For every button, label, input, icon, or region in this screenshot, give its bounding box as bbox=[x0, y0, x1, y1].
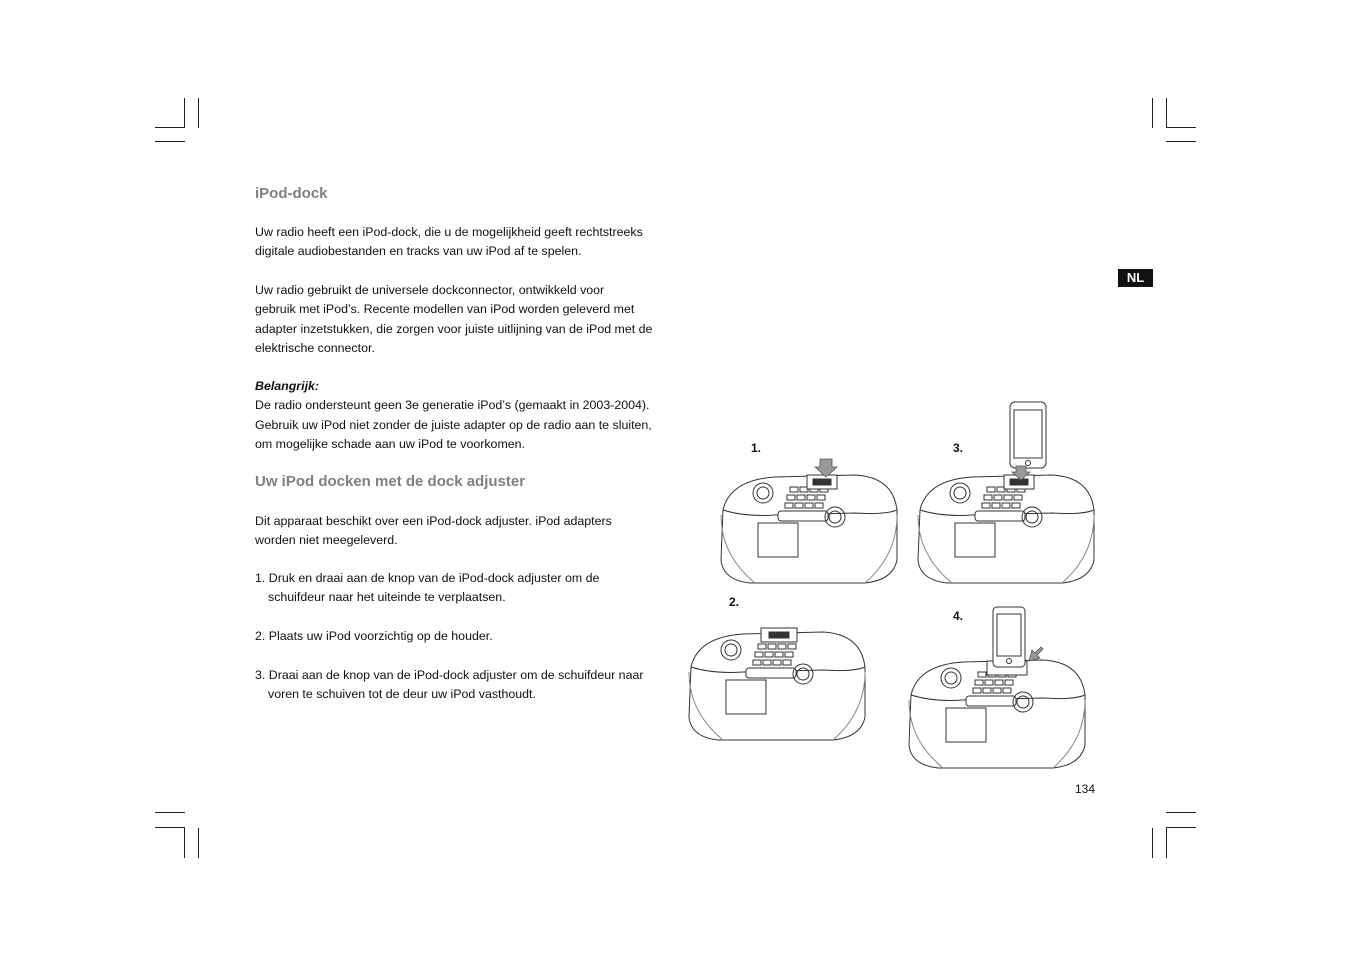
important-label: Belangrijk: bbox=[255, 379, 320, 393]
step-3 bbox=[255, 666, 675, 705]
crop-mark bbox=[1166, 812, 1196, 813]
crop-mark bbox=[198, 98, 199, 128]
text-line: 3. Draai aan de knop van de iPod-dock adjuster om de schuifdeur naar bbox=[255, 668, 644, 682]
dock-adjuster-intro bbox=[255, 512, 675, 551]
radio-illustration-step-3 bbox=[912, 400, 1102, 590]
text-line: Gebruik uw iPod niet zonder de juiste adapter op de radio aan te sluiten, bbox=[255, 417, 652, 432]
crop-mark bbox=[1166, 828, 1167, 858]
text-line: digitale audiobestanden en tracks van uw iPod af te spelen. bbox=[255, 244, 582, 259]
down-arrow-icon bbox=[815, 459, 837, 477]
text-line: De radio ondersteunt geen 3e generatie iPod’s (gemaakt in 2003-2004). bbox=[255, 398, 650, 413]
language-tab-badge: NL bbox=[1118, 269, 1153, 287]
crop-mark bbox=[155, 827, 185, 828]
text-line: elektrische connector. bbox=[255, 340, 375, 355]
crop-mark bbox=[1166, 827, 1196, 828]
ipod-icon bbox=[1010, 402, 1046, 468]
page-number: 134 bbox=[1075, 782, 1096, 796]
figure-label-1: 1. bbox=[751, 441, 762, 455]
crop-mark bbox=[155, 141, 185, 142]
figure-label-4: 4. bbox=[953, 609, 964, 623]
text-line: voren te schuiven tot de deur uw iPod vasthoudt. bbox=[268, 687, 536, 702]
radio-illustration-step-2 bbox=[683, 612, 873, 747]
radio-illustration-step-1 bbox=[715, 455, 905, 590]
step-1 bbox=[255, 569, 675, 608]
crop-mark bbox=[155, 812, 185, 813]
intro-paragraph bbox=[255, 223, 675, 262]
ipod-icon bbox=[993, 607, 1025, 667]
section-title-ipod-dock: iPod-dock bbox=[255, 185, 328, 202]
figure-label-3: 3. bbox=[953, 441, 964, 455]
text-line: Uw radio heeft een iPod-dock, die u de mogelijkheid geeft rechtstreeks bbox=[255, 225, 643, 239]
text-line: om mogelijke schade aan uw iPod te voorkomen. bbox=[255, 436, 525, 451]
crop-mark bbox=[184, 828, 185, 858]
connector-paragraph bbox=[255, 281, 675, 358]
crop-mark bbox=[1166, 141, 1196, 142]
important-note bbox=[255, 377, 675, 454]
text-line: Uw radio gebruikt de universele dockconnector, ontwikkeld voor bbox=[255, 283, 605, 297]
radio-illustration-step-4 bbox=[903, 605, 1093, 775]
crop-mark bbox=[1152, 98, 1153, 128]
text-line: adapter inzetstukken, die zorgen voor juiste uitlijning van de iPod met de bbox=[255, 321, 653, 336]
crop-mark bbox=[155, 127, 185, 128]
diagonal-arrow-icon bbox=[1029, 647, 1043, 661]
crop-mark bbox=[1152, 828, 1153, 858]
crop-mark bbox=[198, 828, 199, 858]
text-line: Dit apparaat beschikt over een iPod-dock adjuster. iPod adapters bbox=[255, 514, 612, 528]
text-line: 2. Plaats uw iPod voorzichtig op de houder. bbox=[255, 629, 493, 643]
crop-mark bbox=[1166, 98, 1167, 128]
section-title-docking: Uw iPod docken met de dock adjuster bbox=[255, 473, 526, 490]
step-2 bbox=[255, 627, 675, 646]
crop-mark bbox=[1166, 127, 1196, 128]
text-line: 1. Druk en draai aan de knop van de iPod-dock adjuster om de bbox=[255, 571, 600, 585]
text-line: worden niet meegeleverd. bbox=[255, 533, 398, 548]
text-line: gebruik met iPod’s. Recente modellen van iPod worden geleverd met bbox=[255, 302, 635, 317]
crop-mark bbox=[184, 98, 185, 128]
text-line: schuifdeur naar het uiteinde te verplaatsen. bbox=[268, 590, 506, 605]
figure-label-2: 2. bbox=[729, 595, 740, 609]
